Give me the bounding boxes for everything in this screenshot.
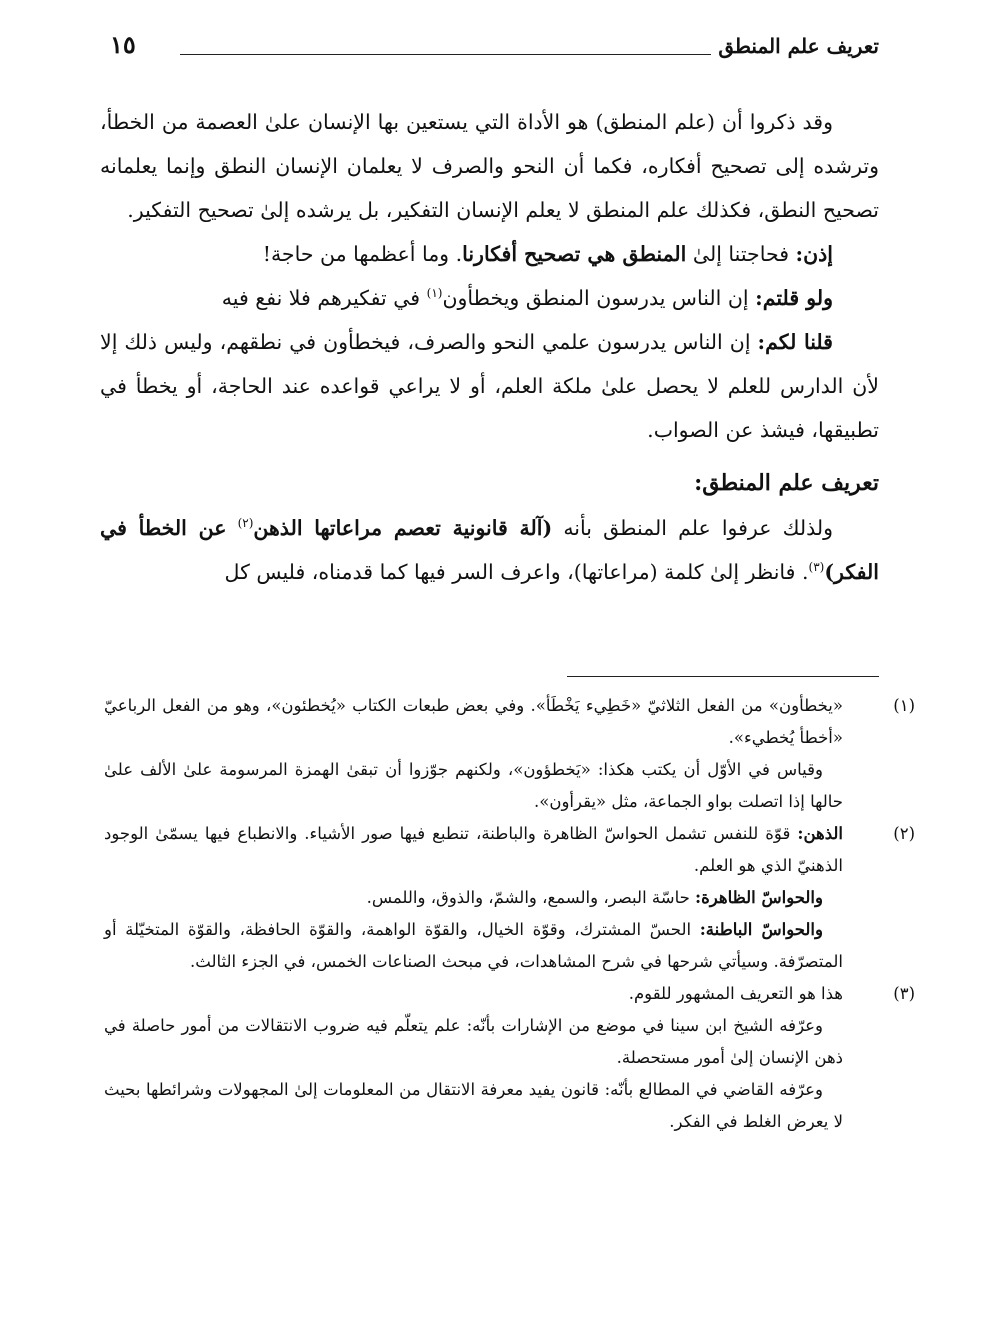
footnote-1-line-1: «يخطأون» من الفعل الثلاثيّ «خَطِيء يَخْطَأ». وفي بعض طبعات الكتاب «يُخطئون»، وهو من الفعل الرباعيّ «أخطأ يُخطيء». [104, 696, 843, 747]
paragraph-4 [100, 320, 879, 452]
inner-senses-text: الحسّ المشترك، وقوّة الخيال، والقوّة الواهمة، والقوّة الحافظة، والقوّة المتخيّلة أو المتصرّفة. وسيأتي شرحها في شرح المشاهدات، في مبحث الصناعات الخمس، في الجزء الثالث. [104, 920, 843, 971]
footnote-2-outer-senses [104, 882, 879, 914]
running-title: تعريف علم المنطق [718, 34, 879, 58]
paragraph-3-text-a: إن الناس يدرسون المنطق ويخطأون [442, 286, 749, 310]
paragraph-5 [100, 506, 879, 594]
section-heading: تعريف علم المنطق: [694, 470, 879, 496]
footnote-ref-2[interactable]: (٢) [237, 516, 254, 531]
header-rule [180, 54, 711, 55]
footnote-2-lead: الذهن: [797, 824, 843, 843]
paragraph-5-text-b: . فانظر إلىٰ كلمة (مراعاتها)، واعرف السر فيها كما قدمناه، فليس كل [224, 560, 809, 584]
footnote-ref-3[interactable]: (٣) [808, 560, 825, 575]
footnote-2-text: قوّة للنفس تشمل الحواسّ الظاهرة والباطنة، تنطبع فيها صور الأشياء. والانطباع فيها يسمّىٰ الوجود الذهنيّ الذي هو العلم. [104, 824, 843, 875]
outer-senses-lead: والحواسّ الظاهرة: [695, 888, 823, 907]
paragraph-5-bold-a: (آلة قانونية تعصم مراعاتها الذهن [253, 516, 553, 540]
paragraph-2-text-b: . وما أعظمها من حاجة! [262, 242, 463, 266]
paragraph-3-text-b: في تفكيرهم فلا نفع فيه [221, 286, 421, 310]
footnote-2 [104, 818, 915, 882]
outer-senses-text: حاسّة البصر، والسمع، والشمّ، والذوق، واللمس. [366, 888, 690, 907]
running-header [110, 30, 879, 70]
paragraph-4-text: إن الناس يدرسون علمي النحو والصرف، فيخطأون في نطقهم، وليس ذلك إلا لأن الدارس للعلم لا يحصل علىٰ ملكة العلم، أو لا يراعي قواعده عند الحاجة، أو يخطأ في تطبيقها، فيشذ عن الصواب. [100, 330, 879, 442]
paragraph-1: وقد ذكروا أن (علم المنطق) هو الأداة التي يستعين بها الإنسان علىٰ العصمة من الخطأ، وترشده إلى تصحيح أفكاره، فكما أن النحو والصرف لا يعلمان الإنسان النطق وإنما يعلمانه تصحيح النطق، فكذلك علم المنطق لا يعلم الإنسان التفكير، بل يرشده إلىٰ تصحيح التفكير. [100, 110, 879, 222]
paragraph-3 [100, 276, 879, 320]
footnote-3-line-1: هذا هو التعريف المشهور للقوم. [628, 984, 843, 1003]
paragraph-5-text-a: ولذلك عرفوا علم المنطق بأنه [563, 516, 834, 540]
paragraph-2 [100, 232, 879, 276]
paragraph-4-lead: قلنا لكم: [757, 330, 833, 354]
footnote-3-number: (٣) [893, 984, 915, 1003]
footnote-3-line-2: وعرّفه الشيخ ابن سينا في موضع من الإشارات بأنّه: علم يتعلّم فيه ضروب الانتقالات من أمور حاصلة في ذهن الإنسان إلىٰ أمور مستحصلة. [104, 1016, 843, 1067]
inner-senses-lead: والحواسّ الباطنة: [699, 920, 823, 939]
footnote-3-line-3: وعرّفه القاضي في المطالع بأنّه: قانون يفيد معرفة الانتقال من المعلومات إلىٰ المجهولات وشرائطها بحيث لا يعرض الغلط في الفكر. [104, 1080, 843, 1131]
page-number: ١٥ [110, 30, 136, 59]
paragraph-5-bold-b: عن الخطأ في الفكر) [100, 516, 879, 584]
footnotes [104, 690, 915, 1138]
paragraph-2-lead: إذن: [795, 242, 833, 266]
footnote-3 [104, 978, 915, 1010]
footnote-1-line-2: وقياس في الأوّل أن يكتب هكذا: «يَخطؤون»، ولكنهم جوّزوا أن تبقىٰ الهمزة المرسومة علىٰ الألف علىٰ حالها إذا اتصلت بواو الجماعة، مثل «يقرأون». [104, 760, 843, 811]
footnote-1 [104, 690, 915, 754]
footnote-2-number: (٢) [893, 824, 915, 843]
paragraph-3-lead: ولو قلتم: [755, 286, 833, 310]
footnote-ref-1[interactable]: (١) [426, 286, 443, 301]
paragraph-2-bold: المنطق هي تصحيح أفكارنا [462, 242, 687, 266]
main-text [100, 100, 879, 594]
footnote-separator [567, 676, 879, 677]
footnote-1-number: (١) [893, 696, 915, 715]
paragraph-2-text-a: فحاجتنا إلىٰ [692, 242, 790, 266]
footnote-2-inner-senses [104, 914, 879, 978]
